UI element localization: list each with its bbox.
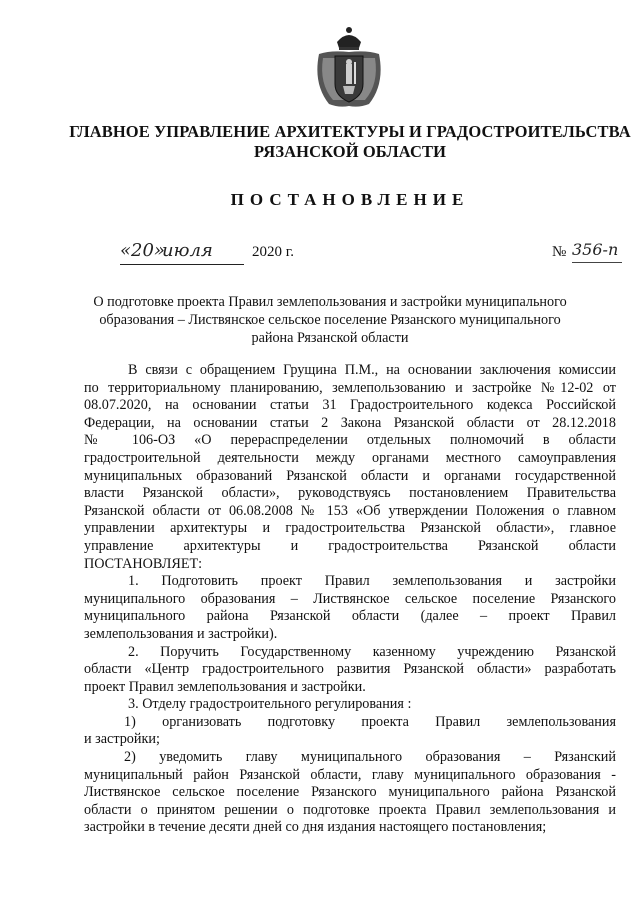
document-type-title: ПОСТАНОВЛЕНИЕ [230,190,470,209]
body-line: области «Центр градостроительного развития Рязанской области» разработать [84,661,616,678]
body-line: Листвянское сельское поселение Рязанского муниципального района Рязанской [84,784,616,801]
handwritten-date-day: «20» [120,240,165,261]
body-line: муниципальный район Рязанской области, главу муниципального образования - [84,766,616,783]
date-underline [120,264,244,265]
body-line: Рязанской области от 06.08.2008 № 153 «Об утверждении Положения о главном [84,502,616,519]
body-line: 08.07.2020, на основании статьи 31 Градостроительного кодекса Российской [84,397,616,414]
document-body [84,362,616,837]
number-underline [572,262,622,263]
body-line: муниципальных образований Рязанской области и органами государственной [84,467,616,484]
body-line: ПОСТАНОВЛЯЕТ: [84,555,203,572]
body-line: 1) организовать подготовку проекта Правил землепользования [124,713,616,730]
body-line: управлении архитектуры и градостроительства Рязанской области», главное [84,520,616,537]
body-line: 1. Подготовить проект Правил землепользования и застройки [128,573,616,590]
body-line: и застройки; [84,731,160,748]
handwritten-date-month: июля [162,240,213,261]
body-line: муниципального района Рязанской области (далее – проект Правил [84,608,616,625]
document-subject [80,293,580,347]
body-line: 2) уведомить главу муниципального образования – Рязанский [124,749,616,766]
body-line: муниципального образования – Листвянское сельское поселение Рязанского [84,590,616,607]
body-line: 2. Поручить Государственному казенному учреждению Рязанской [128,643,616,660]
body-line: области о принятом решении о подготовке проекта Правил землепользования и [84,801,616,818]
body-line: управление архитектуры и градостроительства Рязанской области [84,537,616,554]
body-line: власти Рязанской области», руководствуясь постановлением Правительства [84,485,616,502]
coat-of-arms-icon [309,24,389,110]
subject-line: О подготовке проекта Правил землепользования и застройки муниципального [93,294,567,310]
handwritten-document-number: 356-п [572,240,619,259]
body-line: застройки в течение десяти дней со дня издания настоящего постановления; [84,819,547,836]
body-line: В связи с обращением Грущина П.М., на основании заключения комиссии [128,362,616,378]
date-number-row [120,242,620,270]
body-line: 3. Отделу градостроительного регулирования : [128,696,412,713]
body-line: по территориальному планированию, землепользованию и застройке №12-02 от [84,379,616,396]
date-year: 2020 г. [252,244,294,260]
organization-name-line2: РЯЗАНСКОЙ ОБЛАСТИ [253,142,447,161]
organization-name-line1: ГЛАВНОЕ УПРАВЛЕНИЕ АРХИТЕКТУРЫ И ГРАДОСТРОИТЕЛЬСТВА [69,122,631,141]
number-sign: № [552,244,567,260]
body-line: проект Правил землепользования и застройки. [84,678,366,695]
subject-line: образования – Листвянское сельское поселение Рязанского муниципального [99,312,561,328]
body-line: № 106-ОЗ «О перераспределении отдельных полномочий в области [84,432,616,449]
body-line: градостроительной деятельности между органами местного самоуправления [84,449,616,466]
body-line: землепользования и застройки). [84,625,278,642]
subject-line: района Рязанской области [251,330,409,346]
body-line: Федерации, на основании статьи 2 Закона Рязанской области от 28.12.2018 [84,414,616,431]
